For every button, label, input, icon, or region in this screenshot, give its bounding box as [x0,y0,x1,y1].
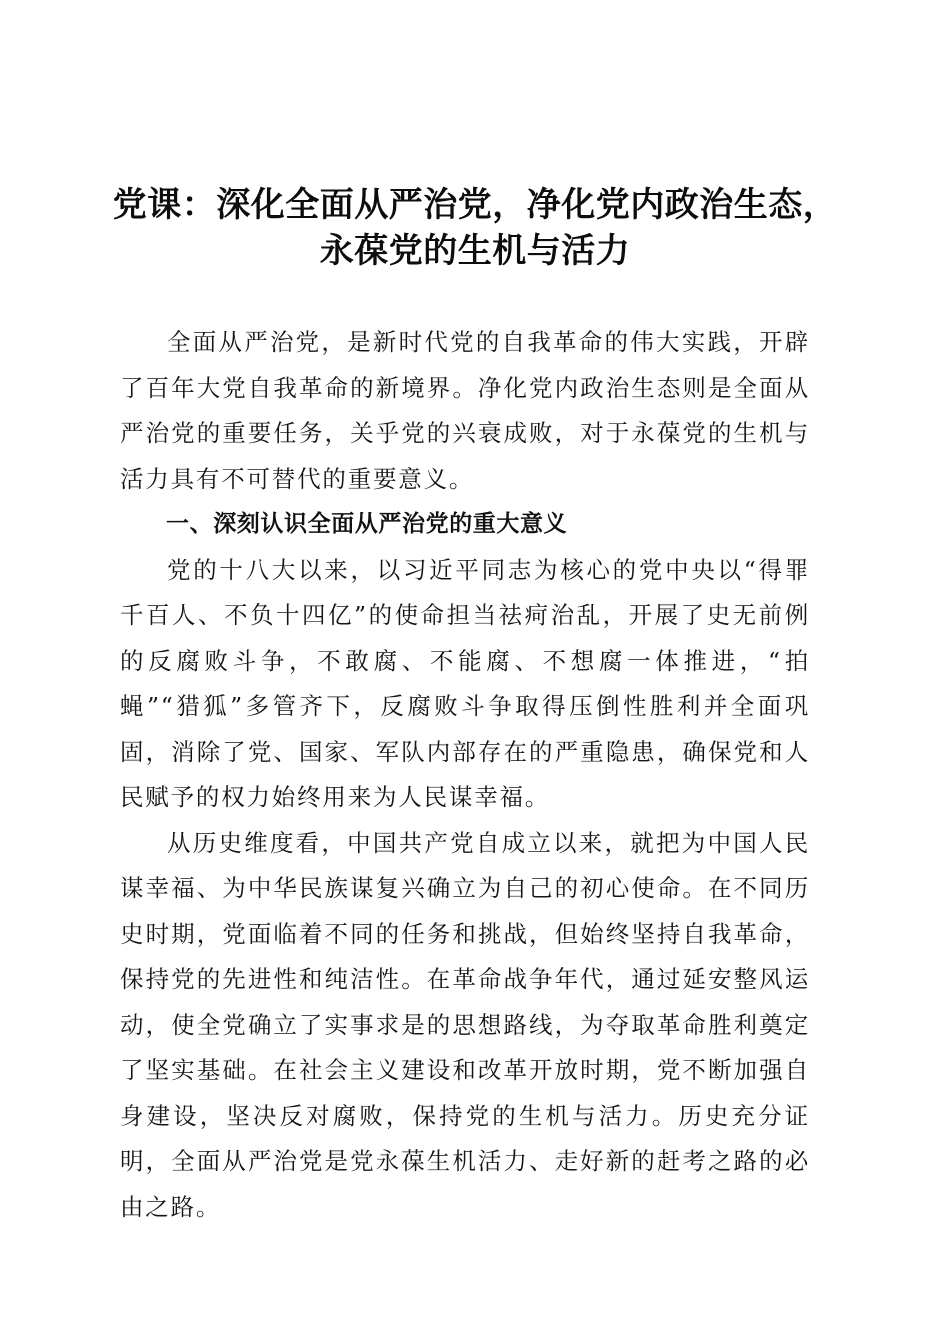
title-line-1: 党课：深化全面从严治党，净化党内政治生态， [112,185,838,225]
document-body [120,320,810,1230]
document-title [110,182,840,274]
intro-paragraph: 全面从严治党，是新时代党的自我革命的伟大实践，开辟了百年大党自我革命的新境界。净化党内政治生态则是全面从严治党的重要任务，关乎党的兴衰成败，对于永葆党的生机与活力具有不可替代的重要意义。 [120,328,810,493]
section-heading-1: 一、深刻认识全面从严治党的重大意义 [166,511,568,537]
section-1-paragraph-2: 从历史维度看，中国共产党自成立以来，就把为中国人民谋幸福、为中华民族谋复兴确立为自己的初心使命。在不同历史时期，党面临着不同的任务和挑战，但始终坚持自我革命，保持党的先进性和纯洁性。在革命战争年代，通过延安整风运动，使全党确立了实事求是的思想路线，为夺取革命胜利奠定了坚实基础。在社会主义建设和改革开放时期，党不断加强自身建设，坚决反对腐败，保持党的生机与活力。历史充分证明，全面从严治党是党永葆生机活力、走好新的赶考之路的必由之路。 [120,828,810,1221]
title-line-2: 永葆党的生机与活力 [319,231,631,271]
section-1-paragraph-1: 党的十八大以来，以习近平同志为核心的党中央以“得罪千百人、不负十四亿”的使命担当祛疴治乱，开展了史无前例的反腐败斗争，不敢腐、不能腐、不想腐一体推进，“拍蝇”“猎狐”多管齐下，反腐败斗争取得压倒性胜利并全面巩固，消除了党、国家、军队内部存在的严重隐患，确保党和人民赋予的权力始终用来为人民谋幸福。 [120,555,811,811]
